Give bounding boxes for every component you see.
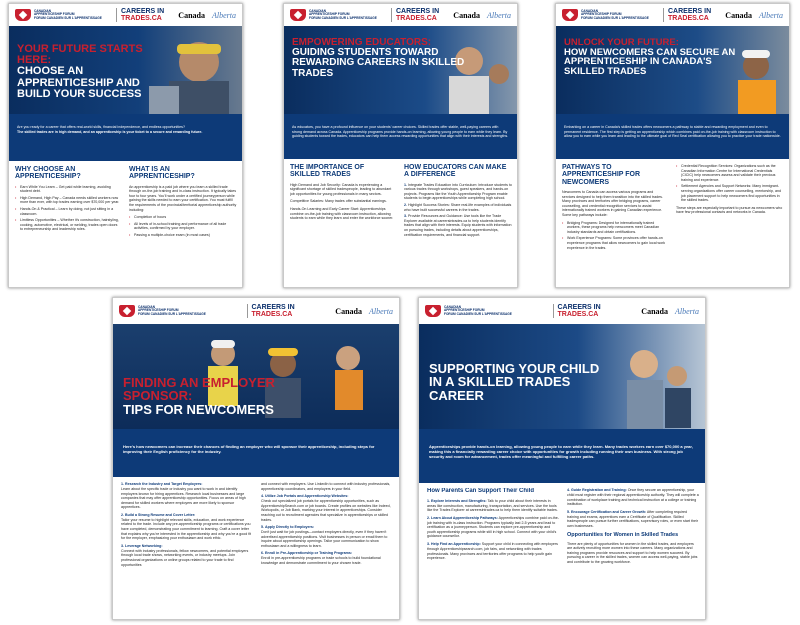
why-item: • Limitless Opportunities – Whether it's construction, hairstyling, cooking, automotive, electrical, or welding, trades open doors to entrepreneurship and leadership roles. — [15, 218, 120, 232]
flyer-educators[interactable] — [283, 3, 518, 288]
tip-title: Enroll in Pre-Apprenticeship or Training Programs: — [265, 551, 353, 556]
flyer-apprenticeship-youth[interactable] — [8, 3, 243, 288]
cafa-logo — [562, 9, 649, 21]
canada-wordmark: Canada — [335, 306, 362, 316]
why-list — [15, 185, 120, 232]
intro-text-1: Are you ready for a career that offers real-world skills, financial independence, and endless opportunities? — [17, 125, 185, 129]
tip-text: Don't just wait for job postings—contact employers directly, even if they haven't advertised apprenticeship positions. Visit businesses in person or email them to inquire about apprenticeship openings. Tailor your communication to show enthusiasm and a willingness to learn. — [261, 530, 388, 548]
maple-leaf-icon — [119, 305, 135, 317]
tips-left-column — [121, 482, 253, 618]
org-line-2: APPRENTICESHIP FORUM — [309, 12, 350, 17]
org-line-2: APPRENTICESHIP FORUM — [34, 12, 75, 17]
how-item: Highlight Success Stories: Share real-life examples of individuals who have built successful careers in the trades. — [404, 203, 512, 212]
hero-banner — [419, 324, 705, 439]
importance-heading: THE IMPORTANCE OF SKILLED TRADES — [290, 164, 365, 179]
alberta-wordmark: Alberta — [368, 306, 393, 316]
pathways-item: • Bridging Programs: Designed for internationally trained workers, these programs help newcomers meet Canadian industry standards and obtain certifications. — [562, 221, 667, 235]
step-text: Once they secure an apprenticeship, your child must register with their regional apprenticeship authority. They will complete a combination of workplace training and technical instruction at a college or training institution. — [567, 488, 699, 507]
alberta-wordmark: Alberta — [211, 10, 236, 20]
cafa-logo — [290, 9, 377, 21]
pathways-column — [562, 164, 667, 286]
how-item: Provide Resources and Guidance: Use tools like the Trade Explorer available at careersintrades.ca to help students identify trades that align with their interests. Equip students with information on pursuing trades, including details about apprenticeships, certification requirements, and financial support. — [404, 214, 512, 237]
intro-text: Here's how newcomers can increase their chances of finding an employer who will sponsor their apprenticeship, including steps for improving their English proficiency for the industry. — [123, 444, 375, 454]
step-number: 3. — [427, 542, 430, 547]
flyer-newcomers-apprenticeship[interactable] — [555, 3, 790, 288]
support-list — [676, 164, 784, 203]
hero-title-accent: UNLOCK YOUR FUTURE: — [564, 37, 679, 48]
tip-number: 4. — [261, 494, 264, 499]
tip-text: Connect with industry professionals, fellow newcomers, and potential employers through local trade shows, networking events, or industry meetups. Join professional organizations or online groups related to your trade to find opportunities — [121, 548, 249, 567]
flyer-header — [113, 298, 399, 324]
step-title: Explore Interests and Strengths: — [431, 498, 487, 503]
org-line-2: APPRENTICESHIP FORUM — [581, 12, 622, 17]
flyer-header — [9, 4, 242, 26]
step-title: Encourage Certification and Career Growth: — [571, 509, 647, 514]
step-title: Help Find an Apprenticeship: — [431, 542, 481, 547]
why-item: • High Demand, High Pay – Canada needs skilled workers now more than ever, with top trades earning over $70,000 per year. — [15, 196, 120, 205]
intro-band — [113, 439, 399, 477]
tip-number: 2. — [121, 512, 124, 517]
pathways-list — [562, 221, 667, 251]
alberta-wordmark: Alberta — [674, 306, 699, 316]
hero-title: TIPS FOR NEWCOMERS — [123, 401, 274, 417]
step-text: Talk to your child about their interests in areas like construction, manufacturing, transportation, and services. Use the tools like the Trades Explorer at careersintrades.ca to help them identify suitable trades. — [427, 498, 558, 513]
tip-text: Learn about the specific trade or industry you want to work in and identify employers known for hiring apprentices. Research local businesses and large companies that may offer apprenticeship opportunities. Focus on areas of high demand for skilled workers where employers are more likely to sponsor apprentices. — [121, 486, 246, 510]
careers-logo-line1: CAREERS IN — [668, 8, 712, 15]
how-column: HOW EDUCATORS CAN MAKE A DIFFERENCE 1. Integrate Trades Education into Curriculum: Introduce students to various trades through workshops, guest speakers, and hands-on projects. Programs like the Youth Apprenticeship Program enable students to begin apprenticeships while completing high school. 2. Highlight Success Stories: Share real-life examples of individuals who have built successful careers in the trades. 3. Provide Resources and Guidance: Use tools like the Trade Explorer available at careersintrades.ca to help students identify trades that align with their interests. Equip students with information on pursuing trades, including details about apprenticeships, certification requirements, and financial support. — [404, 164, 512, 237]
careers-logo-line2: TRADES.CA — [557, 311, 599, 318]
intro-text: Embarking on a career in Canada's skilled trades offers newcomers a pathway to stable and rewarding employment and even to permanent residence. The first step is getting an apprenticeship which combines paid on-the-job training with classroom instruction to allow you to earn while you learn and leading to the ultimate goal of Red Seal certification allowing you to practice your trade nationwide. — [564, 125, 781, 139]
maple-leaf-icon — [562, 9, 578, 21]
why-item: • Earn While You Learn – Get paid while learning, avoiding student debt. — [15, 185, 120, 194]
pathways-text: Newcomers to Canada can access various programs and services designed to help them transition into the skilled trades. Many provinces and territories offer bridging programs, career counselling, and credential recognition services to assist internationally trained workers in gaining Canadian experience. Some key pathways include: — [562, 190, 663, 217]
importance-column — [290, 164, 395, 286]
what-column — [129, 166, 237, 286]
tip-title: Build a Strong Resume and Cover Letter: — [125, 512, 196, 517]
intro-text: Apprenticeships provide hands-on learning, allowing young people to earn while they learn. Many trades workers earn over $70,000 a year, making this a financially rewarding career choice with opportunities for growth including running their own business. With strong job security and room for advancement, trades offer meaningful and fulfilling career paths. — [429, 444, 693, 459]
tip-title: Utilize Job Portals and Apprenticeship Websites: — [265, 494, 349, 499]
maple-leaf-icon — [425, 305, 441, 317]
flyer-header — [284, 4, 517, 26]
tip-text: Check out specialized job portals for apprenticeship opportunities, such as ApprenticeshipSearch.com or job boards. Create profiles on websites like Indeed, Workopolis, or Job Bank, marking your interest in apprenticeships. Consider reaching out to recruitment agencies that specialize in apprenticeships or skilled trades. — [261, 499, 391, 522]
careers-in-trades-logo — [391, 8, 439, 22]
flyer-parents[interactable] — [418, 297, 706, 620]
what-item: • Completion of hours — [129, 215, 237, 220]
maple-leaf-icon — [15, 9, 31, 21]
importance-text: Competitive Salaries: Many trades offer substantial earnings. — [290, 199, 387, 204]
tip-number: 1. — [121, 482, 124, 486]
tip-number: 5. — [261, 525, 264, 530]
step-number: 2. — [427, 515, 430, 520]
org-line-1: CANADIAN — [444, 304, 461, 309]
org-line-3: FORUM CANADIEN SUR L'APPRENTISSAGE — [309, 15, 377, 20]
step-number: 5. — [567, 509, 570, 514]
intro-text: As educators, you have a profound influence on your students' career choices. Skilled trades offer stable, well-paying careers with strong demand across Canada. Apprenticeship programs provide hands-on learning, allowing young people to earn while they learn. By guiding students toward the trades, educators can help them access rewarding opportunities that align with their interests and strengths. — [292, 125, 509, 139]
org-line-1: CANADIAN — [309, 8, 326, 13]
org-line-1: CANADIAN — [581, 8, 598, 13]
intro-band — [9, 121, 242, 161]
org-line-3: FORUM CANADIEN SUR L'APPRENTISSAGE — [444, 311, 512, 316]
intro-band — [419, 439, 705, 483]
step-title: Guide Registration and Training: — [571, 488, 627, 492]
canada-wordmark: Canada — [453, 10, 480, 20]
support-note: These steps are especially important to pursue as newcomers who have few professional contacts and networks in Canada. — [676, 205, 783, 215]
hero-title: HOW NEWCOMERS CAN SECURE AN APPRENTICESHIP IN CANADA'S SKILLED TRADES — [564, 46, 736, 78]
tip-continued-text: and connect with employers. Use LinkedIn to connect with industry professionals, apprenticeship coordinators, and employers in your field. — [261, 482, 391, 491]
why-item: • Hands-On & Practical – Learn by doing, not just sitting in a classroom. — [15, 207, 120, 216]
hero-banner — [284, 26, 517, 121]
step-text: After completing required training and exams, apprentices earn a Certificate of Qualification. Skilled tradespeople can pursue further certifications, supervisory roles, or even start their own businesses. — [567, 509, 699, 528]
tip-number: 6. — [261, 551, 264, 556]
tip-text: Tailor your resume to highlight relevant skills, education, and work experience related to the trade. Include any pre-apprenticeship programs or certifications you have completed, demonstrating your commitment to learning. Craft a cover letter that explains why you're interested in the apprenticeship and why you're a good fit for the employer, emphasizing your enthusiasm and work ethic. — [121, 517, 252, 541]
careers-logo-line1: CAREERS IN — [251, 304, 295, 311]
org-line-2: APPRENTICESHIP FORUM — [138, 308, 179, 313]
maple-leaf-icon — [290, 9, 306, 21]
alberta-wordmark: Alberta — [758, 10, 783, 20]
importance-text: High Demand and Job Security: Canada is experiencing a significant shortage of skilled tradespeople, leading to abundant job opportunities for young professionals in many sectors. — [290, 182, 392, 196]
how-heading: HOW EDUCATORS CAN MAKE A DIFFERENCE — [404, 164, 507, 179]
org-line-3: FORUM CANADIEN SUR L'APPRENTISSAGE — [581, 15, 649, 20]
intro-band — [556, 121, 789, 159]
intro-band — [284, 121, 517, 159]
why-heading: WHY CHOOSE AN APPRENTICESHIP? — [15, 166, 81, 181]
canada-wordmark: Canada — [641, 306, 668, 316]
what-item: • All levels of in-school training and performance of all trade activities, confirmed by your employer. — [129, 222, 237, 231]
tip-title: Leverage Networking: — [125, 543, 163, 548]
careers-logo-line1: CAREERS IN — [121, 8, 165, 15]
cafa-logo — [119, 305, 206, 317]
step-number: 4. — [567, 488, 570, 492]
careers-in-trades-logo — [553, 304, 601, 318]
women-text: There are plenty of opportunities for women in the skilled trades, and employers are actively recruiting more women into these careers. Many organizations and training programs provide resources and support to help women succeed. By pursuing a career in the skilled trades, women can access well-paying, stable jobs and contribute to the growing workforce. — [567, 541, 698, 564]
what-heading: WHAT IS AN APPRENTICESHIP? — [129, 166, 195, 181]
careers-logo-line2: TRADES.CA — [668, 15, 709, 22]
hero-title-accent: YOUR FUTURE STARTS HERE: — [17, 43, 143, 67]
support-item: • Credential Recognition Services: Organizations such as the Canadian Information Centre for International Credentials (CICIC) help newcomers assess and validate their previous training and experience. — [676, 164, 784, 182]
flyer-header — [419, 298, 705, 324]
flyer-header — [556, 4, 789, 26]
org-line-1: CANADIAN — [138, 304, 155, 309]
hero-title: CHOOSE AN APPRENTICESHIP AND BUILD YOUR SUCCESS — [17, 65, 142, 100]
what-text: An apprenticeship is a paid job where you learn a skilled trade through on-the-job training and in-class instruction. It typically takes four to four years. You'll work under a certified journeyperson while gaining the skills needed to earn your certification. You must fulfill the requirements of the provincial/territorial apprenticeship authority including: — [129, 184, 237, 212]
hero-title: SUPPORTING YOUR CHILD IN A SKILLED TRADES CAREER — [429, 361, 600, 403]
careers-in-trades-logo — [663, 8, 711, 22]
hero-banner — [9, 26, 242, 121]
careers-in-trades-logo — [247, 304, 295, 318]
careers-logo-line1: CAREERS IN — [396, 8, 440, 15]
careers-logo-line2: TRADES.CA — [251, 311, 293, 318]
what-list — [129, 215, 237, 237]
why-column — [15, 166, 120, 286]
women-heading: Opportunities for Women in Skilled Trades — [567, 532, 679, 539]
hero-banner — [556, 26, 789, 121]
careers-in-trades-logo — [116, 8, 164, 22]
support-column — [676, 164, 784, 286]
tip-title: Research the Industry and Target Employers: — [125, 482, 203, 486]
pathways-heading: PATHWAYS TO APPRENTICESHIP FOR NEWCOMERS — [562, 164, 641, 186]
flyer-employer-sponsor[interactable] — [112, 297, 400, 620]
org-line-1: CANADIAN — [34, 8, 51, 13]
org-line-2: APPRENTICESHIP FORUM — [444, 308, 485, 313]
step-text: Apprenticeships combine paid on-the-job training with in-class instruction. Programs typically last 2-5 years and lead to certification as a journeyperson. Students can explore pre-apprenticeship and youth apprenticeship programs while still in high school. Connect with your child's guidance counsellor. — [427, 515, 559, 539]
intro-text-2: The skilled trades are in high demand, and an apprenticeship is your ticket to a secure and rewarding future. — [17, 129, 203, 134]
what-item: • Passing a multiple-choice exam (in most cases) — [129, 233, 237, 238]
canada-wordmark: Canada — [725, 10, 752, 20]
importance-text: Hands-On Learning and Early Career Start: Apprenticeships combine on-the-job training with classroom instruction, allowing students to earn while they learn and enter the workforce sooner. — [290, 207, 394, 221]
parents-heading: How Parents Can Support Their Child — [427, 488, 535, 494]
org-line-3: FORUM CANADIEN SUR L'APPRENTISSAGE — [138, 311, 206, 316]
cafa-logo — [425, 305, 512, 317]
step-title: Learn About Apprenticeship Pathways: — [431, 515, 498, 520]
cafa-logo — [15, 9, 102, 21]
parents-right-column — [567, 488, 699, 618]
tips-right-column — [261, 482, 393, 618]
pathways-item: • Work Experience Programs: Some provinces offer hands-on experience programs that allow newcomers to gain local work experience in the trades. — [562, 236, 667, 250]
hero-title-accent: EMPOWERING EDUCATORS: — [292, 37, 432, 48]
careers-logo-line1: CAREERS IN — [557, 304, 601, 311]
org-line-3: FORUM CANADIEN SUR L'APPRENTISSAGE — [34, 15, 102, 20]
tip-number: 3. — [121, 543, 124, 548]
step-text: Support your child in connecting with employers through Apprenticeshipsearch.com, job fairs, and networking with trades professionals. Many provinces and territories offer programs to help youth gain experience. — [427, 542, 558, 561]
tip-title: Apply Directly to Employers: — [265, 525, 315, 530]
hero-banner — [113, 324, 399, 439]
alberta-wordmark: Alberta — [486, 10, 511, 20]
hero-title-accent: FINDING AN EMPLOYER SPONSOR: — [123, 375, 275, 404]
parents-left-column — [427, 488, 559, 618]
careers-logo-line2: TRADES.CA — [396, 15, 437, 22]
careers-logo-line2: TRADES.CA — [121, 15, 162, 22]
canada-wordmark: Canada — [178, 10, 205, 20]
tip-text: Enroll in pre-apprenticeship programs or trade schools to build foundational knowledge and demonstrate commitment to your chosen trade. — [261, 556, 381, 565]
support-item: • Settlement Agencies and Support Networks: Many immigrant-serving organizations offer career counselling, mentorship, and job placement support to help newcomers find opportunities in the skilled trades. — [676, 184, 784, 202]
hero-title: GUIDING STUDENTS TOWARD REWARDING CAREERS IN SKILLED TRADES — [292, 47, 465, 79]
how-item: Integrate Trades Education into Curriculum: Introduce students to various trades through workshops, guest speakers, and hands-on projects. Programs like the Youth Apprenticeship Program enable students to begin apprenticeships while completing high school. — [404, 182, 512, 201]
step-number: 1. — [427, 498, 430, 503]
